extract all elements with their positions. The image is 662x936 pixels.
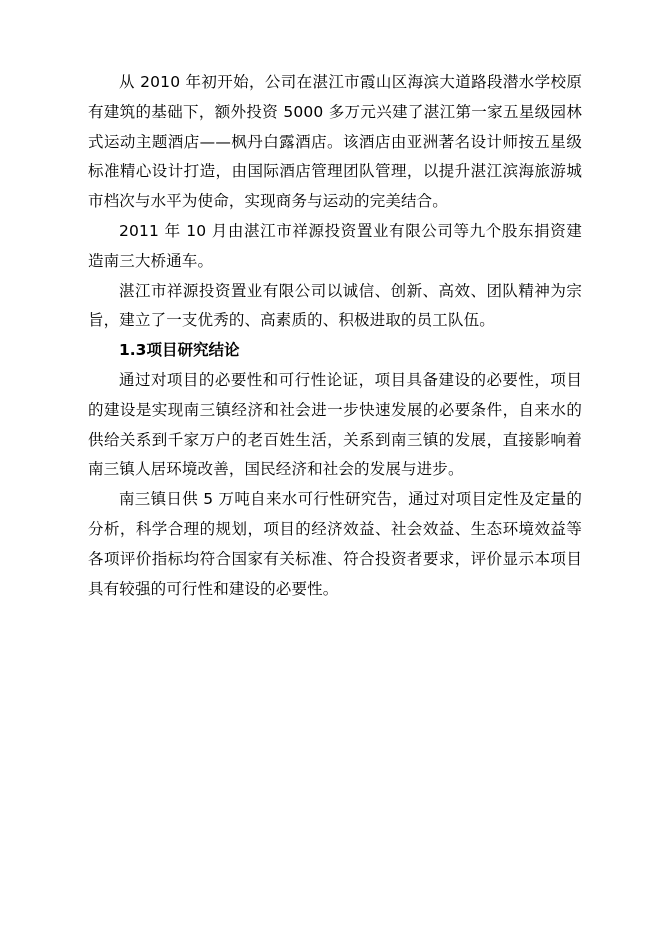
paragraph-hotel-investment: 从 2010 年初开始，公司在湛江市霞山区海滨大道路段潜水学校原有建筑的基础下，额外投资 5000 多万元兴建了湛江第一家五星级园林式运动主题酒店——枫丹白露酒店。该酒店由亚洲著名设计师按五星级标准精心设计打造，由国际酒店管理团队管理，以提升湛江滨海旅游城市档次与水平为使命，实现商务与运动的完美结合。	[88, 73, 582, 211]
section-heading: 1.3项目研究结论	[119, 341, 240, 360]
document-page	[88, 68, 582, 604]
paragraph-feasibility-conclusion: 南三镇日供 5 万吨自来水可行性研究告，通过对项目定性及定量的分析，科学合理的规划，项目的经济效益、社会效益、生态环境效益等各项评价指标均符合国家有关标准、符合投资者要求，评价显示本项目具有较强的可行性和建设的必要性。	[88, 490, 582, 598]
paragraph-necessity-conclusion: 通过对项目的必要性和可行性论证，项目具备建设的必要性，项目的建设是实现南三镇经济和社会进一步快速发展的必要条件，自来水的供给关系到千家万户的老百姓生活，关系到南三镇的发展，直接影响着南三镇人居环境改善，国民经济和社会的发展与进步。	[88, 370, 582, 479]
paragraph-company-philosophy: 湛江市祥源投资置业有限公司以诚信、创新、高效、团队精神为宗旨，建立了一支优秀的、高素质的、积极进取的员工队伍。	[88, 281, 582, 330]
paragraph-bridge-opening: 2011 年 10 月由湛江市祥源投资置业有限公司等九个股东捐资建造南三大桥通车。	[88, 221, 582, 270]
